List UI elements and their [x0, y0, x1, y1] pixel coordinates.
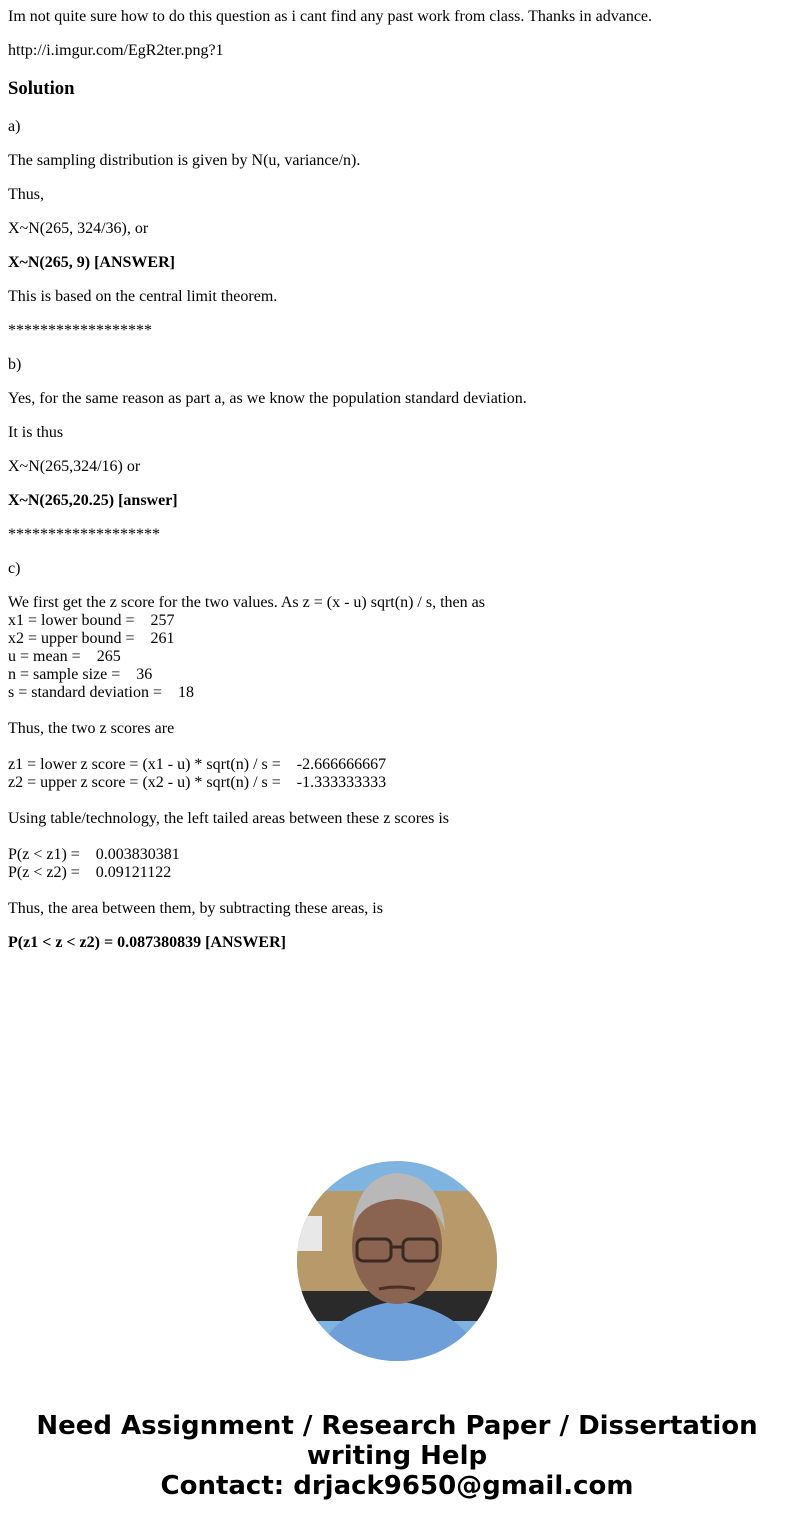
part-b-answer: X~N(265,20.25) [answer] [8, 492, 178, 509]
document [0, 8, 794, 952]
part-b-line: Yes, for the same reason as part a, as we know the population standard deviation. [8, 390, 527, 407]
question-link[interactable]: http://i.imgur.com/EgR2ter.png?1 [8, 42, 224, 59]
author-avatar [297, 1161, 497, 1361]
part-c-line: x1 = lower bound = 257 [8, 612, 175, 629]
part-c-line: We first get the z score for the two values. As z = (x - u) sqrt(n) / s, then as [8, 594, 485, 611]
part-c-line: n = sample size = 36 [8, 666, 153, 683]
part-c-line: Thus, the two z scores are [8, 720, 175, 737]
part-a-line: The sampling distribution is given by N(u, variance/n). [8, 152, 361, 169]
part-c-line: P(z < z2) = 0.09121122 [8, 864, 172, 881]
part-c-line: x2 = upper bound = 261 [8, 630, 175, 647]
part-c-line [8, 702, 786, 720]
part-c-work [8, 594, 786, 918]
part-c-line [8, 792, 786, 810]
part-a-line: This is based on the central limit theorem. [8, 288, 278, 305]
part-c-label: c) [8, 560, 21, 577]
part-c-line: s = standard deviation = 18 [8, 684, 195, 701]
part-b-label: b) [8, 356, 22, 373]
part-c-line [8, 882, 786, 900]
banner-line: Need Assignment / Research Paper / Dissertation [36, 1411, 758, 1441]
solution-heading: Solution [8, 78, 75, 99]
separator: ****************** [8, 322, 152, 339]
contact-email: Contact: drjack9650@gmail.com [160, 1471, 634, 1501]
part-c-line [8, 738, 786, 756]
part-c-line: Thus, the area between them, by subtracting these areas, is [8, 900, 383, 917]
part-b-line: X~N(265,324/16) or [8, 458, 141, 475]
part-c-line [8, 828, 786, 846]
part-a-answer: X~N(265, 9) [ANSWER] [8, 254, 175, 271]
part-c-line: z2 = upper z score = (x2 - u) * sqrt(n) / s = -1.333333333 [8, 774, 387, 791]
part-a-line: Thus, [8, 186, 44, 203]
part-b-line: It is thus [8, 424, 64, 441]
part-c-line: z1 = lower z score = (x1 - u) * sqrt(n) / s = -2.666666667 [8, 756, 387, 773]
part-c-line: u = mean = 265 [8, 648, 121, 665]
question-text: Im not quite sure how to do this question as i cant find any past work from class. Thanks in advance. [8, 8, 653, 25]
banner-line: writing Help [306, 1441, 488, 1471]
part-c-answer: P(z1 < z < z2) = 0.087380839 [ANSWER] [8, 934, 286, 951]
part-a-label: a) [8, 118, 21, 135]
part-a-line: X~N(265, 324/36), or [8, 220, 149, 237]
part-c-line: Using table/technology, the left tailed areas between these z scores is [8, 810, 450, 827]
contact-banner [0, 1411, 794, 1501]
part-c-line: P(z < z1) = 0.003830381 [8, 846, 180, 863]
separator: ******************* [8, 526, 160, 543]
